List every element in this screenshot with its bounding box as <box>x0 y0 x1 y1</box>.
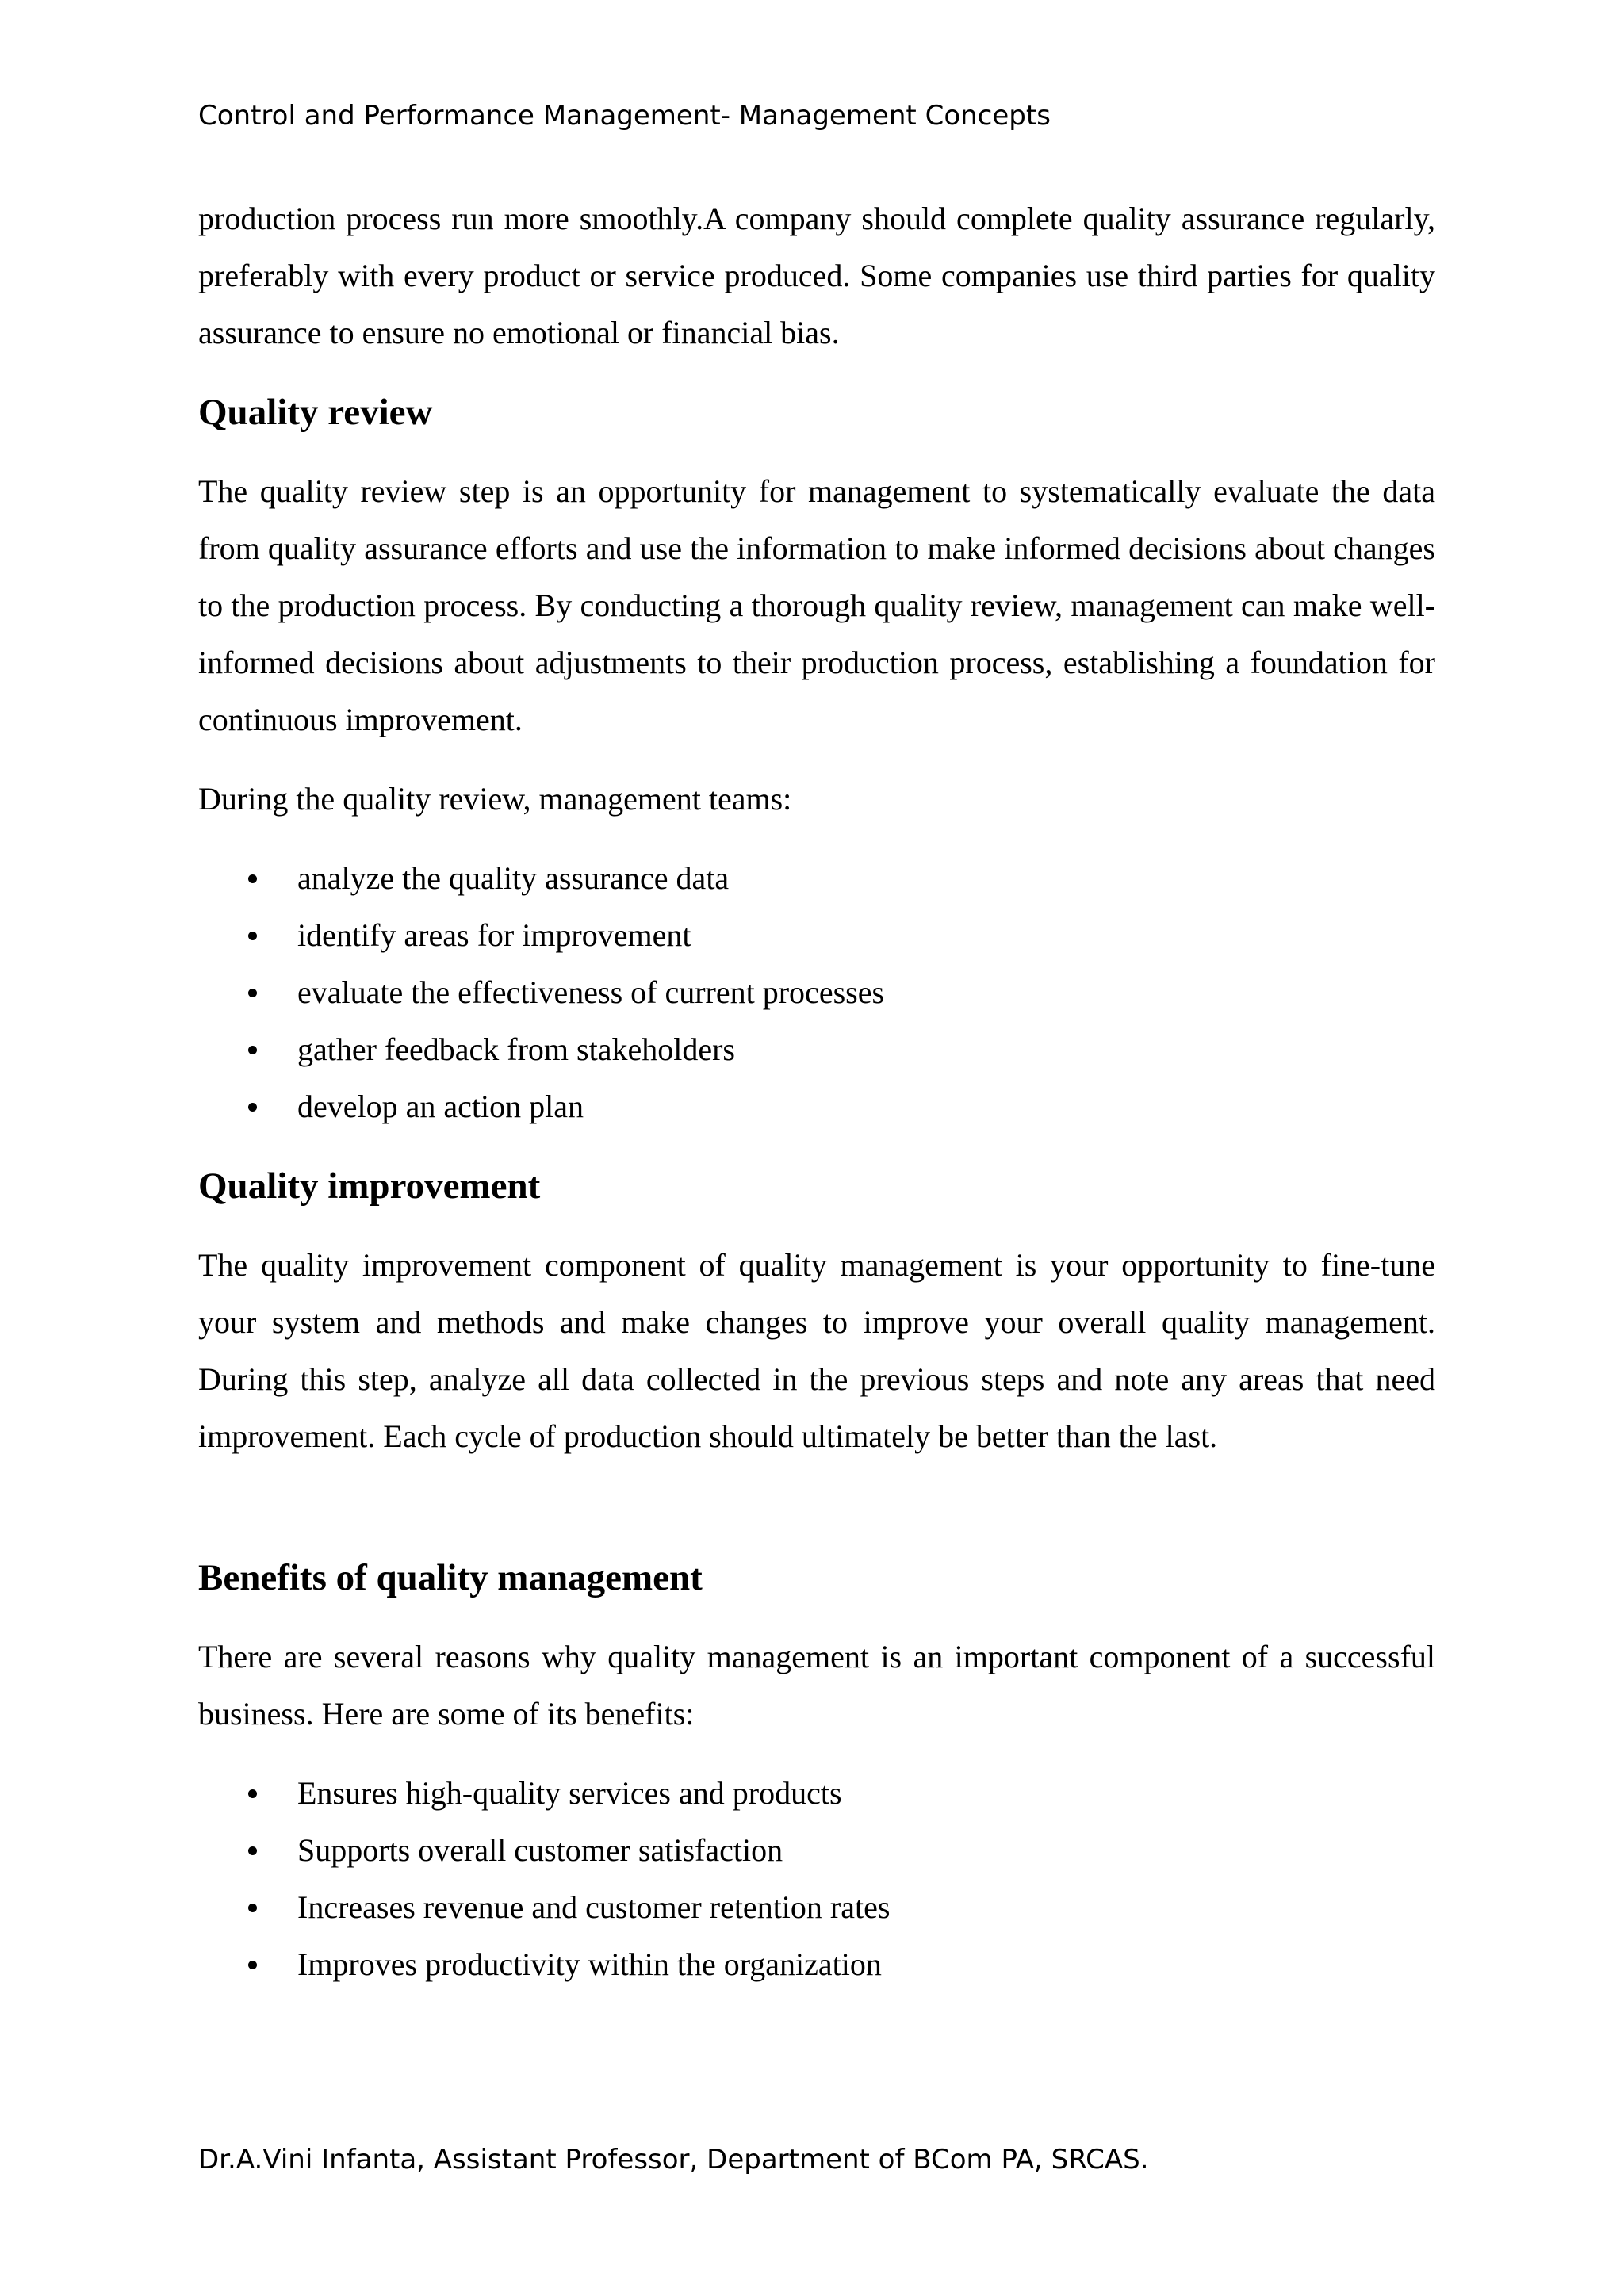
benefits-list <box>198 1765 1435 1993</box>
quality-review-paragraph: The quality review step is an opportunity for management to systematically evaluate the data from quality assurance efforts and use the information to make informed decisions about changes to the production process. By conducting a thorough quality review, management can make well-informed decisions about adjustments to their production process, establishing a foundation for continuous improvement. <box>198 473 1435 737</box>
bullet-icon <box>248 1046 257 1054</box>
intro-paragraph: production process run more smoothly.A company should complete quality assurance regularly, preferably with every product or service produced. Some companies use third parties for quality assurance to ensure no emotional or financial bias. <box>198 201 1435 350</box>
document-body <box>198 190 1435 1993</box>
benefits-paragraph: There are several reasons why quality management is an important component of a successful business. Here are some of its benefits: <box>198 1639 1435 1732</box>
quality-review-lead-in: During the quality review, management teams: <box>198 781 792 817</box>
list-item: Ensures high-quality services and products <box>198 1765 1435 1822</box>
bullet-icon <box>248 1103 257 1112</box>
quality-review-heading: Quality review <box>198 392 433 433</box>
page-footer: Dr.A.Vini Infanta, Assistant Professor, Department of BCom PA, SRCAS. <box>198 2144 1149 2175</box>
list-item: evaluate the effectiveness of current processes <box>198 964 1435 1021</box>
quality-improvement-paragraph: The quality improvement component of quality management is your opportunity to fine-tune your system and methods and make changes to improve your overall quality management. During this step, analyze all data collected in the previous steps and note any areas that need improvement. Each cycle of production should ultimately be better than the last. <box>198 1247 1435 1454</box>
list-item: analyze the quality assurance data <box>198 850 1435 907</box>
quality-review-list <box>198 850 1435 1135</box>
list-item: Increases revenue and customer retention rates <box>198 1879 1435 1936</box>
bullet-icon <box>248 874 257 883</box>
bullet-icon <box>248 932 257 940</box>
bullet-icon <box>248 989 257 997</box>
list-item: identify areas for improvement <box>198 907 1435 964</box>
page-header: Control and Performance Management- Management Concepts <box>198 100 1051 132</box>
bullet-icon <box>248 1904 257 1912</box>
list-item: Improves productivity within the organization <box>198 1936 1435 1993</box>
bullet-icon <box>248 1846 257 1855</box>
list-item: gather feedback from stakeholders <box>198 1021 1435 1078</box>
quality-improvement-heading: Quality improvement <box>198 1165 541 1207</box>
list-item: Supports overall customer satisfaction <box>198 1822 1435 1879</box>
list-item: develop an action plan <box>198 1078 1435 1135</box>
bullet-icon <box>248 1789 257 1798</box>
benefits-heading: Benefits of quality management <box>198 1557 703 1598</box>
bullet-icon <box>248 1961 257 1969</box>
